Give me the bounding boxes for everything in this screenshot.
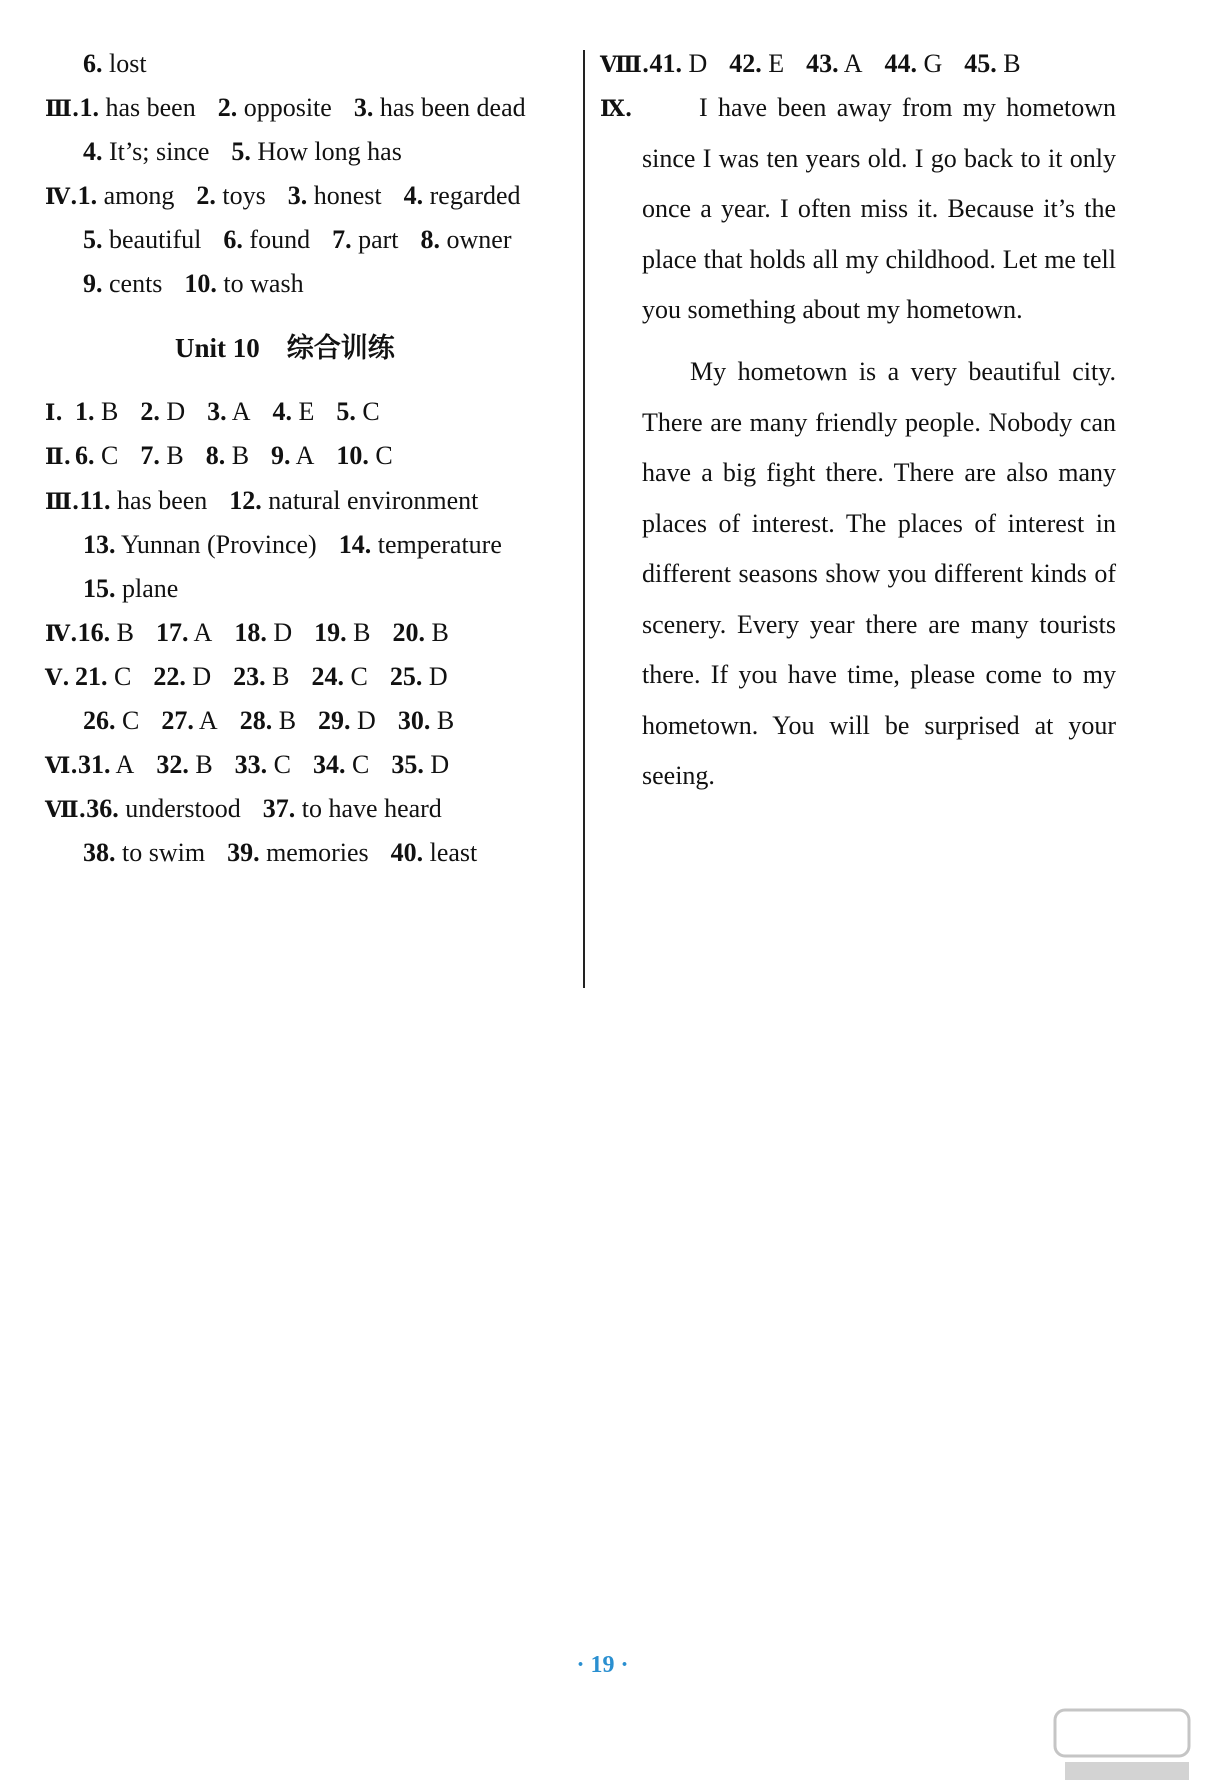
roman-numeral: Ⅷ. (600, 52, 650, 78)
answer-text: to swim (115, 838, 206, 867)
answer-item (421, 225, 512, 254)
answer-item (79, 93, 195, 122)
answer-line (600, 47, 1043, 82)
answer-item (391, 750, 449, 779)
answer-number: 21. (75, 662, 108, 691)
answer-number: 17. (155, 618, 189, 647)
answer-number: 8. (420, 225, 441, 254)
answer-text: found (242, 225, 311, 254)
answer-line (83, 267, 326, 301)
answer-text: to have heard (295, 794, 442, 823)
answer-number: 20. (392, 618, 425, 647)
answer-number: 40. (390, 838, 424, 867)
answer-text: beautiful (102, 225, 202, 254)
answer-number: 10. (336, 441, 369, 470)
answer-line (83, 135, 424, 169)
answer-text: E (291, 397, 315, 426)
answer-number: 42. (729, 49, 762, 78)
answer-text: B (272, 706, 297, 735)
answer-text: C (345, 750, 370, 779)
answer-text: D (266, 618, 293, 647)
answer-number: 7. (140, 441, 160, 470)
answer-item (83, 49, 147, 78)
answer-text: B (110, 618, 134, 647)
answer-item (318, 706, 376, 735)
answer-number: 6. (83, 49, 103, 78)
answer-item (140, 397, 185, 426)
answer-line (83, 704, 476, 738)
answer-line (45, 179, 543, 214)
answer-number: 35. (391, 750, 424, 779)
answer-item (884, 49, 942, 78)
answer-number: 37. (262, 794, 296, 823)
roman-numeral: Ⅲ. (45, 96, 80, 122)
answer-text: How long has (250, 137, 402, 166)
answer-item (75, 441, 118, 470)
answer-text: D (422, 662, 448, 691)
answer-item (392, 618, 448, 647)
page-number: · 19 · (576, 1652, 629, 1678)
answer-item (156, 618, 212, 647)
answer-text: It’s; since (102, 137, 210, 166)
answer-item (206, 441, 249, 470)
answer-line (45, 484, 500, 519)
answer-text: A (226, 397, 251, 426)
answer-number: 6. (75, 441, 95, 470)
answer-item (339, 530, 502, 559)
answer-item (964, 49, 1020, 78)
answer-text: C (115, 706, 140, 735)
answer-item (314, 618, 370, 647)
answer-item (229, 486, 478, 515)
answer-item (240, 706, 296, 735)
answer-item (83, 137, 209, 166)
answer-text: regarded (423, 181, 521, 210)
answer-number: 14. (338, 530, 372, 559)
answer-number: 3. (207, 397, 227, 426)
answer-item (83, 706, 139, 735)
answer-item (153, 662, 211, 691)
answer-text: D (681, 49, 708, 78)
answer-text: has been (110, 486, 208, 515)
answer-text: B (996, 49, 1021, 78)
answer-number: 36. (86, 794, 119, 823)
answer-text: B (346, 618, 371, 647)
answer-item (83, 530, 317, 559)
answer-text: C (94, 441, 119, 470)
answer-text: D (159, 397, 186, 426)
answer-number: 4. (83, 137, 103, 166)
answer-number: 32. (156, 750, 189, 779)
answer-text: least (423, 838, 478, 867)
answer-number: 3. (287, 181, 308, 210)
answer-number: 34. (313, 750, 346, 779)
answer-item (390, 662, 448, 691)
answer-item (227, 838, 369, 867)
answer-number: 33. (234, 750, 268, 779)
answer-number: 3. (353, 93, 374, 122)
answer-text: to wash (216, 269, 304, 298)
answer-text: B (430, 706, 455, 735)
answer-item (729, 49, 784, 78)
roman-numeral: Ⅸ. (600, 96, 633, 122)
answer-number: 6. (223, 225, 243, 254)
roman-numeral: Ⅰ. (45, 400, 63, 426)
answer-item (354, 93, 526, 122)
answer-item (288, 181, 382, 210)
answer-text: part (351, 225, 399, 254)
roman-numeral: Ⅴ. (45, 665, 70, 691)
answer-number: 29. (318, 706, 351, 735)
answer-item (398, 706, 454, 735)
answer-text: B (159, 441, 184, 470)
answer-line (83, 836, 499, 870)
answer-number: 27. (161, 706, 194, 735)
answer-text: C (107, 662, 132, 691)
answer-text: opposite (237, 93, 332, 122)
answer-number: 26. (83, 706, 116, 735)
answer-number: 4. (272, 397, 292, 426)
answer-text: C (368, 441, 393, 470)
answer-text: C (343, 662, 368, 691)
answer-text: B (94, 397, 119, 426)
answer-text: toys (215, 181, 266, 210)
answer-item (233, 662, 289, 691)
answer-item (78, 181, 175, 210)
answer-text: C (267, 750, 291, 779)
answer-item (75, 662, 131, 691)
answer-text: lost (102, 49, 147, 78)
answer-item (156, 750, 212, 779)
roman-numeral: Ⅳ. (45, 184, 78, 210)
answer-item (271, 441, 314, 470)
answer-number: 15. (83, 574, 116, 603)
answer-number: 25. (389, 662, 423, 691)
roman-numeral: Ⅱ. (45, 444, 72, 470)
answer-item (196, 181, 265, 210)
answer-item (161, 706, 217, 735)
answer-number: 9. (271, 441, 291, 470)
answer-number: 9. (83, 269, 103, 298)
answer-number: 1. (75, 397, 95, 426)
answer-text: G (916, 49, 943, 78)
answer-text: A (188, 618, 213, 647)
answer-item (313, 750, 369, 779)
answer-text: B (265, 662, 290, 691)
answer-line (45, 439, 415, 474)
answer-text: B (188, 750, 213, 779)
roman-numeral: Ⅶ. (45, 797, 87, 823)
answer-number: 45. (964, 49, 997, 78)
answer-text: has been (98, 93, 196, 122)
answer-text: D (185, 662, 212, 691)
answer-text: memories (259, 838, 369, 867)
answer-item (649, 49, 707, 78)
answer-number: 7. (332, 225, 352, 254)
answer-item (336, 441, 392, 470)
answer-item (223, 225, 310, 254)
answer-text: plane (115, 574, 179, 603)
answer-number: 22. (153, 662, 186, 691)
answer-item (263, 794, 442, 823)
answer-number: 39. (227, 838, 260, 867)
watermark-logo (1047, 1706, 1197, 1786)
answer-number: 30. (397, 706, 431, 735)
answer-item (218, 93, 332, 122)
answer-number: 16. (77, 618, 111, 647)
answer-line (83, 47, 169, 81)
answer-number: 44. (884, 49, 917, 78)
answer-line (45, 395, 402, 430)
answer-number: 28. (239, 706, 273, 735)
answer-item (234, 618, 292, 647)
answer-text: owner (440, 225, 512, 254)
answer-number: 10. (184, 269, 217, 298)
answer-item (235, 750, 291, 779)
answer-item (83, 574, 178, 603)
answer-number: 23. (233, 662, 266, 691)
answer-number: 5. (83, 225, 103, 254)
answer-text: B (424, 618, 449, 647)
answer-text: temperature (371, 530, 502, 559)
answer-number: 13. (83, 530, 116, 559)
answer-number: 5. (231, 137, 251, 166)
answer-number: 11. (79, 486, 111, 515)
answer-number: 4. (403, 181, 424, 210)
answer-item (311, 662, 367, 691)
answer-item (391, 838, 478, 867)
answer-item (184, 269, 303, 298)
column-divider (583, 50, 585, 988)
answer-text: Yunnan (Province) (115, 530, 317, 559)
essay-paragraph-2: My hometown is a very beautiful city. There are many friendly people. Nobody can have a big fight there. There are also many places of interest. The places of interest in different seasons show you different kinds of scenery. Every year there are many tourists there. If you have time, please come to my hometown. You will be surprised at your seeing. (642, 357, 1116, 790)
answer-item (332, 225, 398, 254)
answer-item (83, 225, 201, 254)
answer-item (75, 397, 118, 426)
section-title: Unit 10 综合训练 (175, 333, 395, 363)
roman-numeral: Ⅲ. (45, 489, 80, 515)
answer-line (83, 223, 534, 257)
answer-number: 19. (314, 618, 347, 647)
answer-line (45, 91, 548, 126)
answer-line (83, 572, 200, 606)
roman-numeral: Ⅵ. (45, 753, 78, 779)
answer-item (78, 750, 134, 779)
answer-number: 2. (217, 93, 238, 122)
answer-item (83, 269, 162, 298)
answer-item (78, 618, 134, 647)
answer-line (45, 792, 464, 827)
answer-item (140, 441, 183, 470)
answer-number: 2. (140, 397, 160, 426)
answer-text: A (193, 706, 218, 735)
answer-item (231, 137, 401, 166)
answer-text: D (423, 750, 450, 779)
answer-text: A (290, 441, 315, 470)
answer-number: 2. (196, 181, 216, 210)
answer-number: 8. (205, 441, 226, 470)
answer-line (83, 528, 524, 562)
answer-line (45, 616, 471, 651)
answer-number: 38. (83, 838, 116, 867)
answer-text: honest (307, 181, 382, 210)
answer-text: has been dead (373, 93, 526, 122)
answer-number: 41. (649, 49, 682, 78)
answer-number: 1. (79, 93, 99, 122)
answer-text: D (350, 706, 376, 735)
answer-item (207, 397, 250, 426)
answer-item (83, 838, 205, 867)
answer-number: 31. (77, 750, 111, 779)
answer-line (45, 660, 470, 695)
answer-number: 1. (77, 181, 98, 210)
answer-item (79, 486, 207, 515)
answer-number: 12. (229, 486, 262, 515)
answer-text: understood (118, 794, 241, 823)
answer-number: 43. (806, 49, 839, 78)
answer-text: A (838, 49, 863, 78)
answer-item (86, 794, 241, 823)
essay-roman (600, 91, 632, 126)
answer-text: E (761, 49, 785, 78)
answer-number: 18. (234, 618, 267, 647)
answer-item (806, 49, 862, 78)
answer-text: C (355, 397, 380, 426)
essay-paragraph-1: I have been away from my hometown since I was ten years old. I go back to it only once a year. I often miss it. Because it’s the place that holds all my childhood. Let me tell you something about my hometown. (642, 93, 1116, 324)
answer-item (272, 397, 314, 426)
answer-text: A (110, 750, 135, 779)
answer-text: cents (102, 269, 163, 298)
answer-text: among (97, 181, 175, 210)
answer-text: natural environment (261, 486, 479, 515)
answer-item (404, 181, 521, 210)
answer-text: B (225, 441, 250, 470)
answer-line (45, 748, 471, 783)
answer-number: 5. (336, 397, 356, 426)
answer-item (336, 397, 379, 426)
answer-number: 24. (311, 662, 344, 691)
roman-numeral: Ⅳ. (45, 621, 78, 647)
